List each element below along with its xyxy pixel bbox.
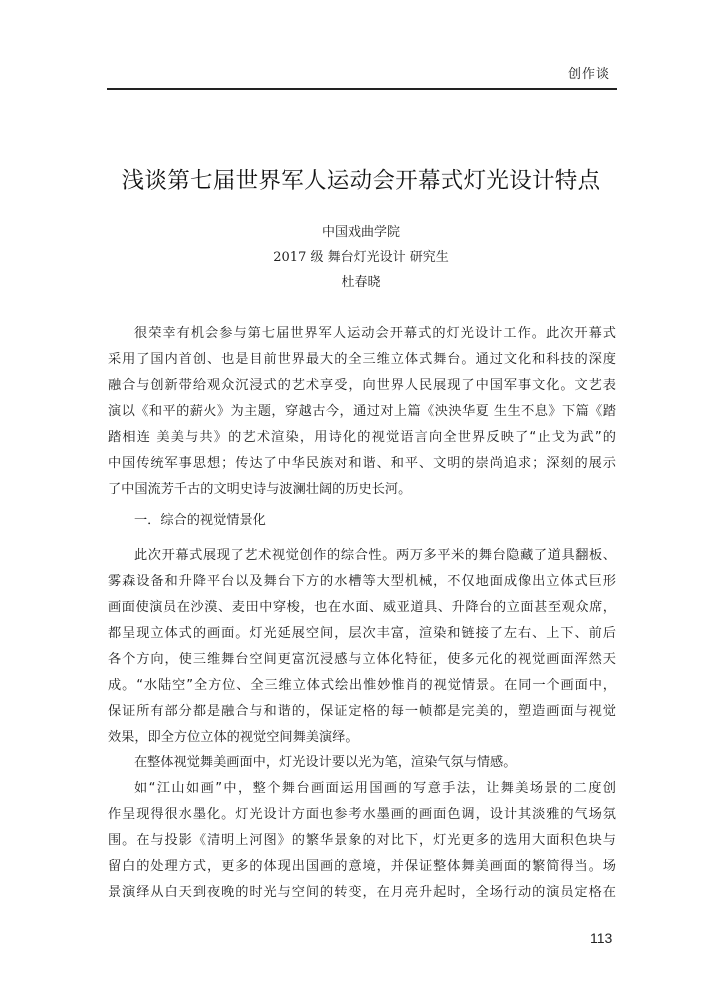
text-line: 采用了国内首创、也是目前世界最大的全三维立体式舞台。通过文化和科技的深度: [108, 352, 616, 367]
text-line: 留白的处理方式，更多的体现出国画的意境，并保证整体舞美画面的繁简得当。场: [108, 859, 616, 874]
text-line: 雾森设备和升降平台以及舞台下方的水槽等大型机械，不仅地面成像出立体式巨形: [108, 574, 616, 589]
text-line: 景演绎从白天到夜晚的时光与空间的转变，在月亮升起时，全场行动的演员定格在: [108, 885, 616, 900]
text-line: 保证所有部分都是融合与和谐的，保证定格的每一帧都是完美的，塑造画面与视觉: [108, 704, 616, 719]
text-line: 效果，即全方位立体的视觉空间舞美演绎。: [108, 730, 359, 745]
text-line: 画面使演员在沙漠、麦田中穿梭，也在水面、威亚道具、升降台的立面甚至观众席，: [108, 600, 616, 615]
text-line: 了中国流芳千古的文明史诗与波澜壮阔的历史长河。: [108, 482, 412, 497]
page-number: 113: [590, 930, 613, 946]
text-line: 围。在与投影《清明上河图》的繁华景象的对比下，灯光更多的选用大面积色块与: [108, 833, 616, 848]
article-title: 浅谈第七届世界军人运动会开幕式灯光设计特点: [121, 168, 601, 194]
author-block: [0, 220, 722, 295]
author-affiliation: 中国戏曲学院: [321, 225, 400, 240]
text-line: 在整体视觉舞美画面中，灯光设计要以光为笔，渲染气氛与情感。: [134, 755, 517, 770]
text-line: 各个方向，使三维舞台空间更富沉浸感与立体化特征，使多元化的视觉画面浑然天: [108, 652, 616, 667]
text-line: 踏相连 美美与共》的艺术渲染，用诗化的视觉语言向全世界反映了“止戈为武”的: [108, 430, 616, 445]
text-line: 此次开幕式展现了艺术视觉创作的综合性。两万多平米的舞台隐藏了道具翻板、: [134, 548, 616, 563]
text-line: 演以《和平的薪火》为主题，穿越古今，通过对上篇《泱泱华夏 生生不息》下篇《踏: [108, 404, 616, 419]
text-line: 作呈现得很水墨化。灯光设计方面也参考水墨画的画面色调，设计其淡雅的气场氛: [108, 807, 616, 822]
header-rule: [107, 88, 617, 90]
text-line: 融合与创新带给观众沉浸式的艺术享受，向世界人民展现了中国军事文化。文艺表: [108, 378, 616, 393]
author-program: 2017 级 舞台灯光设计 研究生: [273, 250, 449, 265]
author-name: 杜春晓: [341, 275, 381, 290]
section-heading: 一．综合的视觉情景化: [134, 513, 266, 528]
text-line: 都呈现立体式的画面。灯光延展空间，层次丰富，渲染和链接了左右、上下、前后: [108, 626, 616, 641]
text-line: 如“江山如画”中，整个舞台画面运用国画的写意手法，让舞美场景的二度创: [134, 781, 616, 796]
running-header-label: 创作谈: [568, 67, 611, 82]
text-line: 成。“水陆空”全方位、全三维立体式绘出惟妙惟肖的视觉情景。在同一个画面中，: [108, 678, 616, 693]
text-line: 很荣幸有机会参与第七届世界军人运动会开幕式的灯光设计工作。此次开幕式: [134, 326, 616, 341]
text-line: 中国传统军事思想；传达了中华民族对和谐、和平、文明的崇尚追求；深刻的展示: [108, 456, 616, 471]
